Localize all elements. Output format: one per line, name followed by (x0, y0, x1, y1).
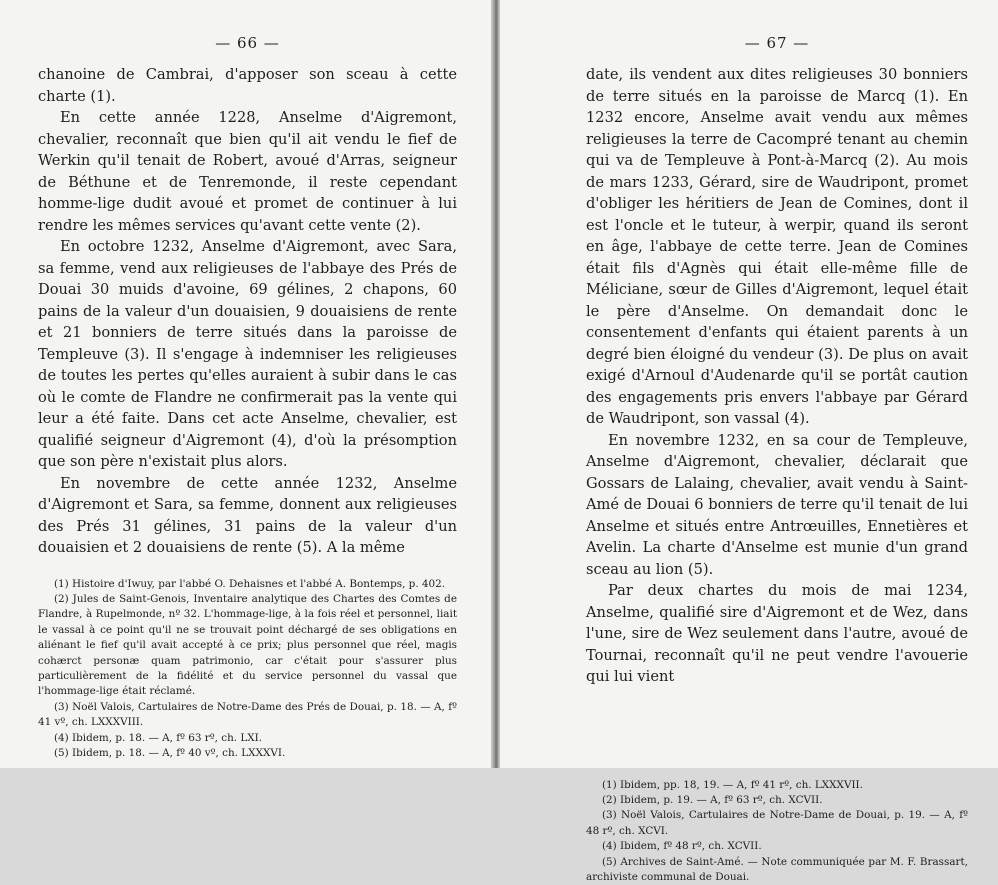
footnote: (4) Ibidem, fº 48 rº, ch. XCVII. (586, 839, 968, 854)
footnote: (2) Jules de Saint-Genois, Inventaire analytique des Chartes des Comtes de Flandre, à Rupelmonde, nº 32. L'hommage-lige, à la fois réel et personnel, liait le vassal à ce point qu'il ne se trouvait point déchargé de ses obligations en aliénant le fief qu'il avait accepté à ce prix; plus personnel que réel, magis cohærct personæ quam patrimonio, car c'était pour s'assurer plus particulièrement de la fidélité et du service personnel du vassal que l'hommage-lige était réclamé. (38, 592, 457, 700)
paragraph: Par deux chartes du mois de mai 1234, Anselme, qualifié sire d'Aigremont et de Wez, dans l'une, sire de Wez seulement dans l'autre, avoué de Tournai, reconnaît qu'il ne peut vendre l'avouerie qui lui vient (586, 580, 968, 688)
paragraph: En cette année 1228, Anselme d'Aigremont, chevalier, reconnaît que bien qu'il ait vendu le fief de Werkin qu'il tenait de Robert, avoué d'Arras, seigneur de Béthune et de Tenremonde, il reste cependant homme-lige dudit avoué et promet de continuer à lui rendre les mêmes services qu'avant cette vente (2). (38, 107, 457, 236)
footnote: (5) Ibidem, p. 18. — A, fº 40 vº, ch. LXXXVI. (38, 746, 457, 761)
paragraph: En novembre 1232, en sa cour de Templeuve, Anselme d'Aigremont, chevalier, déclarait que Gossars de Lalaing, chevalier, avait vendu à Saint-Amé de Douai 6 bonniers de terre qu'il tenait de lui Anselme et situés entre Antrœuilles, Ennetières et Avelin. La charte d'Anselme est munie d'un grand sceau au lion (5). (586, 430, 968, 581)
right-footnotes (586, 778, 968, 885)
paragraph: En octobre 1232, Anselme d'Aigremont, avec Sara, sa femme, vend aux religieuses de l'abbaye des Prés de Douai 30 muids d'avoine, 69 gélines, 2 chapons, 60 pains de la valeur d'un douaisien, 9 douaisiens de rente et 21 bonniers de terre situés dans la paroisse de Templeuve (3). Il s'engage à indemniser les religieuses de toutes les pertes qu'elles auraient à subir dans le cas où le comte de Flandre ne confirmerait pas la vente qui leur a été faite. Dans cet acte Anselme, chevalier, est qualifié seigneur d'Aigremont (4), d'où la présomption que son père n'existait plus alors. (38, 236, 457, 473)
page-number-right: — 67 — (586, 34, 968, 52)
paragraph: En novembre de cette année 1232, Anselme d'Aigremont et Sara, sa femme, donnent aux religieuses des Prés 31 gélines, 31 pains de la valeur d'un douaisien et 2 douaisiens de rente (5). A la même (38, 473, 457, 559)
footnote: (1) Ibidem, pp. 18, 19. — A, fº 41 rº, ch. LXXXVII. (586, 778, 968, 793)
paragraph: date, ils vendent aux dites religieuses 30 bonniers de terre situés en la paroisse de Marcq (1). En 1232 encore, Anselme avait vendu aux mêmes religieuses la terre de Cacompré tenant au chemin qui va de Templeuve à Pont-à-Marcq (2). Au mois de mars 1233, Gérard, sire de Waudripont, promet d'obliger les héritiers de Jean de Comines, dont il est l'oncle et le tuteur, à werpir, quand ils seront en âge, l'abbaye de cette terre. Jean de Comines était fils d'Agnès qui était elle-même fille de Méliciane, sœur de Gilles d'Aigremont, lequel était le père d'Anselme. On demandait donc le consentement d'enfants qui étaient parents à un degré bien éloigné du vendeur (3). De plus on avait exigé d'Arnoul d'Audenarde qu'il se portât caution des engagements pris envers l'abbaye par Gérard de Waudripont, son vassal (4). (586, 64, 968, 430)
footnote: (5) Archives de Saint-Amé. — Note communiquée par M. F. Brassart, archiviste communal de Douai. (586, 855, 968, 885)
page-number-left: — 66 — (38, 34, 457, 52)
right-page-body (586, 64, 968, 688)
book-gutter (491, 0, 500, 768)
footnote: (2) Ibidem, p. 19. — A, fº 63 rº, ch. XCVII. (586, 793, 968, 808)
footnote: (3) Noël Valois, Cartulaires de Notre-Dame des Prés de Douai, p. 18. — A, fº 41 vº, ch. LXXXVIII. (38, 700, 457, 731)
left-page-body (38, 64, 457, 559)
left-page (0, 0, 491, 768)
paragraph: chanoine de Cambrai, d'apposer son sceau à cette charte (1). (38, 64, 457, 107)
footnote: (3) Noël Valois, Cartulaires de Notre-Dame de Douai, p. 19. — A, fº 48 rº, ch. XCVI. (586, 808, 968, 839)
footnote: (4) Ibidem, p. 18. — A, fº 63 rº, ch. LXI. (38, 731, 457, 746)
footnote: (1) Histoire d'Iwuy, par l'abbé O. Dehaisnes et l'abbé A. Bontemps, p. 402. (38, 577, 457, 592)
left-footnotes (38, 577, 457, 762)
right-page (500, 0, 998, 768)
